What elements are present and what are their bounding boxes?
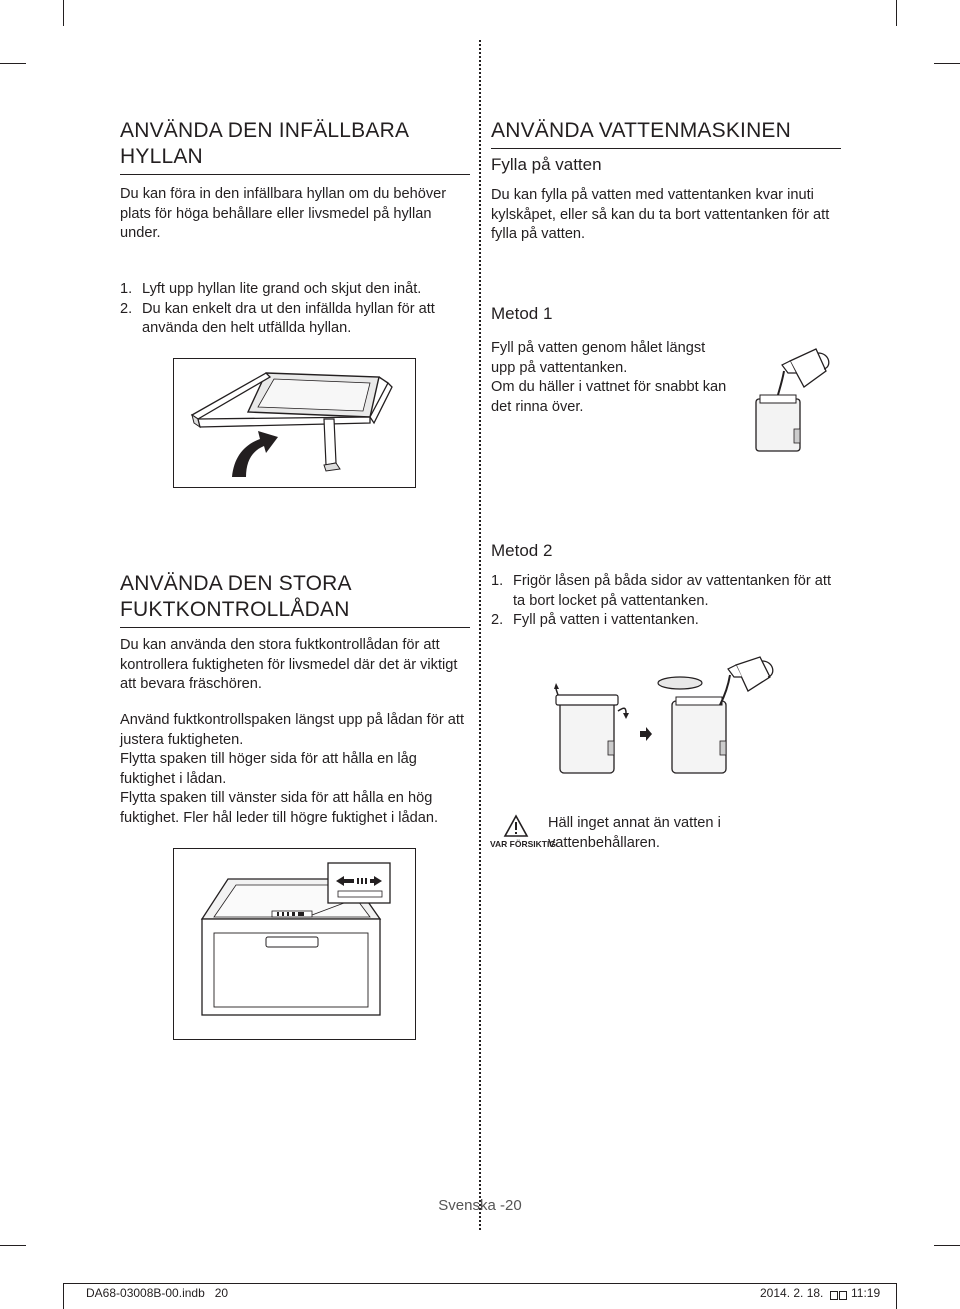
- caution-note: [490, 814, 840, 854]
- subsection-title: Fylla på vatten: [491, 155, 602, 174]
- footer-time: 11:19: [851, 1286, 881, 1300]
- crop-mark: [0, 63, 26, 64]
- section-title: ANVÄNDA DEN STORA FUKTKONTROLLÅDAN: [120, 572, 351, 621]
- list-item: 2. Fyll på vatten i vattentanken.: [491, 612, 699, 628]
- glyph-box-icon: [830, 1287, 847, 1305]
- instruction-line: Om du häller i vattnet för snabbt kan det rinna över.: [491, 379, 727, 415]
- metod-title: Metod 2: [491, 541, 553, 560]
- crop-mark: [934, 1245, 960, 1246]
- list-item: 2. Du kan enkelt dra ut den infällda hyllan för att använda den helt utfällda hyllan.: [120, 300, 435, 336]
- metod-2: [491, 540, 841, 631]
- tank-fill-illustration: [548, 655, 778, 780]
- crop-mark: [63, 0, 64, 26]
- intro-text: Du kan föra in den infällbara hyllan om du behöver plats för höga behållare eller livsmedel på hyllan under.: [120, 186, 447, 241]
- drawer-illustration: [173, 848, 416, 1040]
- instruction-line: Fyll på vatten genom hålet längst upp på vattentanken.: [491, 340, 706, 376]
- title-rule: [120, 627, 470, 628]
- section-infallbara-hyllan: [120, 118, 470, 244]
- footer-rule: [63, 1283, 897, 1284]
- intro-text: Du kan använda den stora fuktkontrollådan för att kontrollera fuktigheten för livsmedel där det är viktigt att bevara fräschören.: [120, 637, 458, 692]
- intro-text: Du kan fylla på vatten med vattentanken kvar inuti kylskåpet, eller så kan du ta bort vattentanken för att fylla på vatten.: [491, 187, 830, 242]
- crop-mark: [896, 1283, 897, 1309]
- pitcher-tank-illustration: [748, 343, 832, 458]
- instruction-line: Flytta spaken till vänster sida för att hålla en hög fuktighet. Fler hål leder till högre fuktighet i lådan.: [120, 790, 438, 826]
- crop-mark: [63, 1283, 64, 1309]
- footer-date: 2014. 2. 18.: [760, 1286, 824, 1300]
- title-rule: [120, 174, 470, 175]
- caution-symbol: [490, 814, 556, 849]
- section-title: ANVÄNDA VATTENMASKINEN: [491, 119, 792, 142]
- shelf-illustration: [173, 358, 416, 488]
- list-item: 1. Lyft upp hyllan lite grand och skjut den inåt.: [120, 281, 422, 297]
- list-item: 1. Frigör låsen på båda sidor av vattentanken för att ta bort locket på vattentanken.: [491, 573, 832, 609]
- crop-mark: [934, 63, 960, 64]
- crop-mark: [0, 1245, 26, 1246]
- shelf-steps: [120, 280, 465, 339]
- page-number: Svenska -20: [438, 1197, 522, 1214]
- section-fuktkontrollada: [120, 571, 470, 695]
- footer-filename: DA68-03008B-00.indb 20: [86, 1286, 229, 1300]
- title-rule: [491, 148, 841, 149]
- instruction-line: Använd fuktkontrollspaken längst upp på lådan för att justera fuktigheten.: [120, 712, 464, 748]
- crop-mark: [896, 0, 897, 26]
- section-title: ANVÄNDA DEN INFÄLLBARA HYLLAN: [120, 119, 408, 168]
- caution-label: VAR FÖRSIKTIG: [490, 839, 556, 849]
- metod-title: Metod 1: [491, 304, 553, 323]
- warning-icon: [490, 814, 542, 840]
- section-vattenmaskinen: [491, 118, 841, 245]
- humidity-instructions: [120, 711, 470, 828]
- metod-1: [491, 303, 741, 417]
- caution-text: Häll inget annat än vatten i vattenbehållaren.: [548, 815, 721, 851]
- column-divider: [479, 40, 481, 1230]
- instruction-line: Flytta spaken till höger sida för att hålla en låg fuktighet i lådan.: [120, 751, 417, 787]
